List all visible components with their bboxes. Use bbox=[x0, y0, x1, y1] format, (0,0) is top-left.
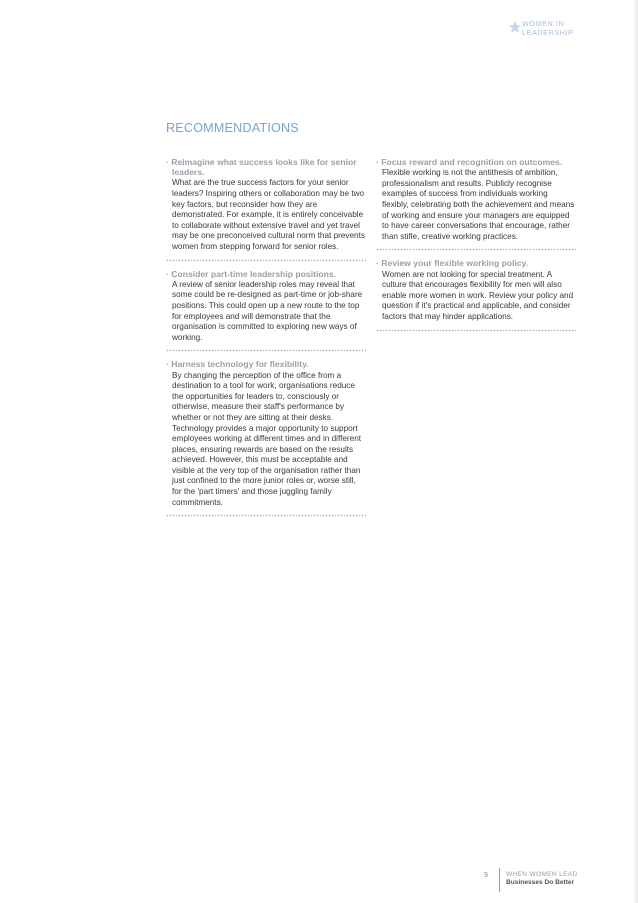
star-icon bbox=[508, 20, 522, 34]
page-edge-shadow bbox=[632, 0, 638, 903]
recommendation-item bbox=[166, 359, 366, 517]
logo-text bbox=[522, 19, 574, 37]
recommendation-heading-text: Harness technology for flexibility. bbox=[171, 359, 309, 370]
bullet-icon: · bbox=[166, 157, 172, 167]
recommendation-heading-text: Reimagine what success looks like for senior leaders. bbox=[171, 157, 357, 178]
recommendation-body: Women are not looking for special treatment. A culture that encourages flexibility for men will also enable more women in work. Review your policy and question if it's practical and applicable, and consider factors that may hinder applications. bbox=[382, 269, 574, 321]
logo-line-2: LEADERSHIP bbox=[522, 28, 574, 37]
women-in-leadership-logo bbox=[508, 18, 598, 42]
recommendation-heading-text: Review your flexible working policy. bbox=[381, 258, 529, 269]
logo-line-1: WOMEN IN bbox=[522, 19, 565, 28]
bullet-icon: · bbox=[376, 157, 382, 167]
recommendation-heading bbox=[166, 157, 366, 177]
recommendation-heading bbox=[166, 359, 366, 369]
recommendation-heading-text: Consider part-time leadership positions. bbox=[171, 268, 336, 279]
left-column bbox=[166, 157, 366, 524]
recommendation-heading-text: Focus reward and recognition on outcomes. bbox=[381, 157, 563, 167]
section-title: RECOMMENDATIONS bbox=[166, 121, 299, 135]
recommendation-body: By changing the perception of the office from a destination to a tool for work, organisations reduce the opportunities for leaders to, consciously or otherwise, measure their staff's performance by whether or not they are sitting at their desks. Technology provides a major opportunity to support employees working at different times and in different places, ensuring rewards are based on the results achieved. However, this must be acceptable and visible at the very top of the organisation rather than just confined to the more junior roles or, worse still, for the 'part timers' and those juggling family commitments. bbox=[172, 370, 362, 507]
recommendation-body: What are the true success factors for your senior leaders? Inspiring others or collaboration may be two key factors, but reconsider how they are demonstrated. For example, it is entirely conceivable to collaborate without extensive travel and yet travel may be one preconceived cultural norm that prevents women from stepping forward for senior roles. bbox=[172, 178, 365, 251]
recommendation-body: Flexible working is not the antithesis of ambition, professionalism and results. Publicly recognise examples of success from individuals working flexibly, celebrating both the achievement and means of working and ensure your managers are equipped to have career conversations that encourage, rather than stifle, creative working practices. bbox=[382, 168, 575, 241]
recommendation-heading bbox=[376, 157, 576, 167]
bullet-icon: · bbox=[376, 258, 382, 269]
footer-title-line-1: WHEN WOMEN LEAD bbox=[506, 871, 578, 878]
footer-title-line-2: Businesses Do Better bbox=[506, 879, 575, 886]
footer-title bbox=[506, 871, 578, 887]
recommendation-item bbox=[166, 157, 366, 262]
recommendation-heading bbox=[166, 269, 366, 279]
footer-divider bbox=[499, 868, 500, 892]
recommendation-item bbox=[376, 258, 576, 331]
bullet-icon: · bbox=[166, 359, 172, 370]
bullet-icon: · bbox=[166, 268, 172, 279]
recommendation-heading bbox=[376, 258, 576, 268]
recommendation-item bbox=[166, 269, 366, 353]
recommendation-item bbox=[376, 157, 576, 251]
right-column bbox=[376, 157, 576, 339]
recommendation-body: A review of senior leadership roles may reveal that some could be re-designed as part-time or job-share positions. This could open up a new route to the top for employees and will demonstrate that the organisation is committed to exploring new ways of working. bbox=[172, 279, 363, 342]
page-number: 9 bbox=[484, 872, 488, 879]
